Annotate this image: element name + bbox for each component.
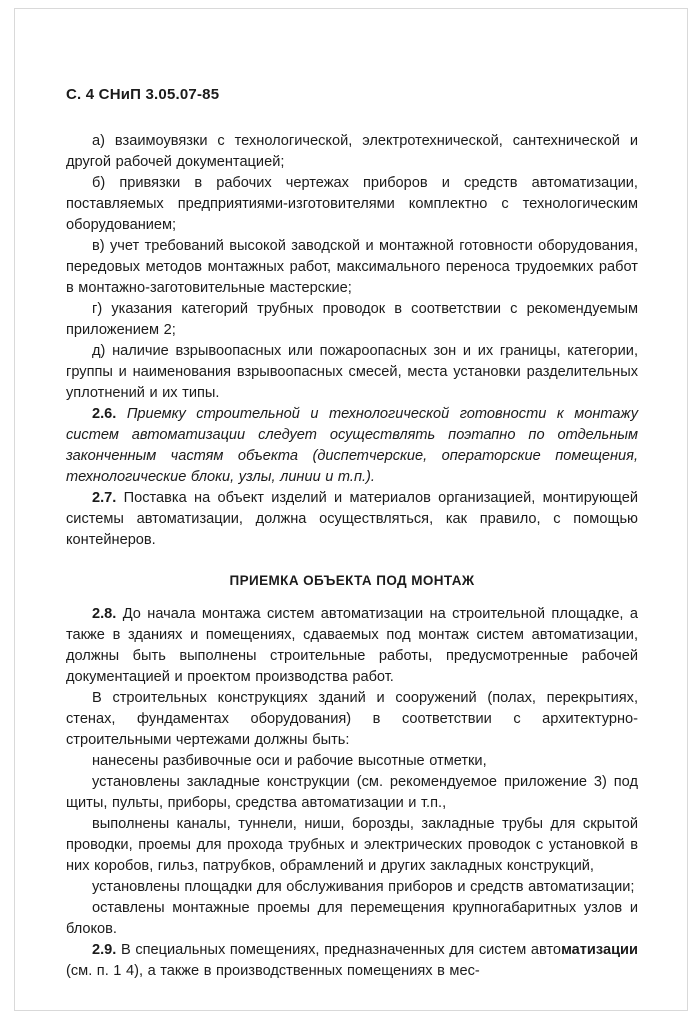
paragraph-text: Приемку строительной и технологической готовности к монтажу систем автоматизации следует осуществлять поэтапно по отдельным законченным частям объекта (диспетчерские, операторские помещения, технологические блоки, узлы, линии и т.п.). <box>66 406 638 485</box>
paragraph-requirement-5: оставлены монтажные проемы для перемещения крупногабаритных узлов и блоков. <box>66 900 638 937</box>
paragraph-requirement-1: нанесены разбивочные оси и рабочие высотные отметки, <box>92 753 487 769</box>
paragraph-2-7 <box>66 488 638 551</box>
paragraph-requirement-3: выполнены каналы, туннели, ниши, борозды, закладные трубы для скрытой проводки, проемы для прохода трубных и электрических проводок с установкой в них коробов, гильз, патрубков, обрамлений и других закладных конструкций, <box>66 816 638 874</box>
paragraph-text: (см. п. 1 4), а также в производственных помещениях в мес- <box>66 963 480 979</box>
paragraph-item-b: б) привязки в рабочих чертежах приборов и средств автоматизации, поставляемых предприятиями-изготовителями комплектно с технологическим оборудованием; <box>66 175 638 233</box>
paragraph-2-8 <box>66 604 638 688</box>
paragraph-2-6 <box>66 404 638 488</box>
section-heading: ПРИЕМКА ОБЪЕКТА ПОД МОНТАЖ <box>229 573 475 588</box>
paragraph-2-9 <box>66 940 638 982</box>
page-body <box>66 86 638 982</box>
section-number: 2.7. <box>92 490 117 506</box>
section-number: 2.9. <box>92 942 117 958</box>
paragraph-item-v: в) учет требований высокой заводской и монтажной готовности оборудования, передовых методов монтажных работ, максимального переноса трудоемких работ в монтажно-заготовительные мастерские; <box>66 238 638 296</box>
paragraph-item-g: г) указания категорий трубных проводок в соответствии с рекомендуемым приложением 2; <box>66 301 638 338</box>
running-header: С. 4 СНиП 3.05.07-85 <box>66 86 220 103</box>
paragraph-text: В специальных помещениях, предназначенных для систем авто <box>116 942 562 958</box>
paragraph-requirement-4: установлены площадки для обслуживания приборов и средств автоматизации; <box>92 879 635 895</box>
section-number: 2.8. <box>92 606 117 622</box>
paragraph-text: До начала монтажа систем автоматизации на строительной площадке, а также в зданиях и помещениях, сдаваемых под монтаж систем автоматизации, должны быть выполнены строительные работы, предусмотренные рабочей документацией и проектом производства работ. <box>66 606 638 685</box>
paragraph-item-d: д) наличие взрывоопасных или пожароопасных зон и их границы, категории, группы и наименования взрывоопасных смесей, места установки разделительных уплотнений и их типы. <box>66 343 638 401</box>
paragraph-construction-intro: В строительных конструкциях зданий и сооружений (полах, перекрытиях, стенах, фундаментах оборудования) в соответствии с архитектурно-строительными чертежами должны быть: <box>66 690 638 748</box>
paragraph-text-bold: матизации <box>561 942 638 958</box>
paragraph-text: Поставка на объект изделий и материалов организацией, монтирующей системы автоматизации, должна осуществляться, как правило, с помощью контейнеров. <box>66 490 638 548</box>
section-number: 2.6. <box>92 406 117 422</box>
paragraph-item-a: а) взаимоувязки с технологической, электротехнической, сантехнической и другой рабочей документацией; <box>66 133 638 170</box>
paragraph-requirement-2: установлены закладные конструкции (см. рекомендуемое приложение 3) под щиты, пульты, приборы, средства автоматизации и т.п., <box>66 774 638 811</box>
